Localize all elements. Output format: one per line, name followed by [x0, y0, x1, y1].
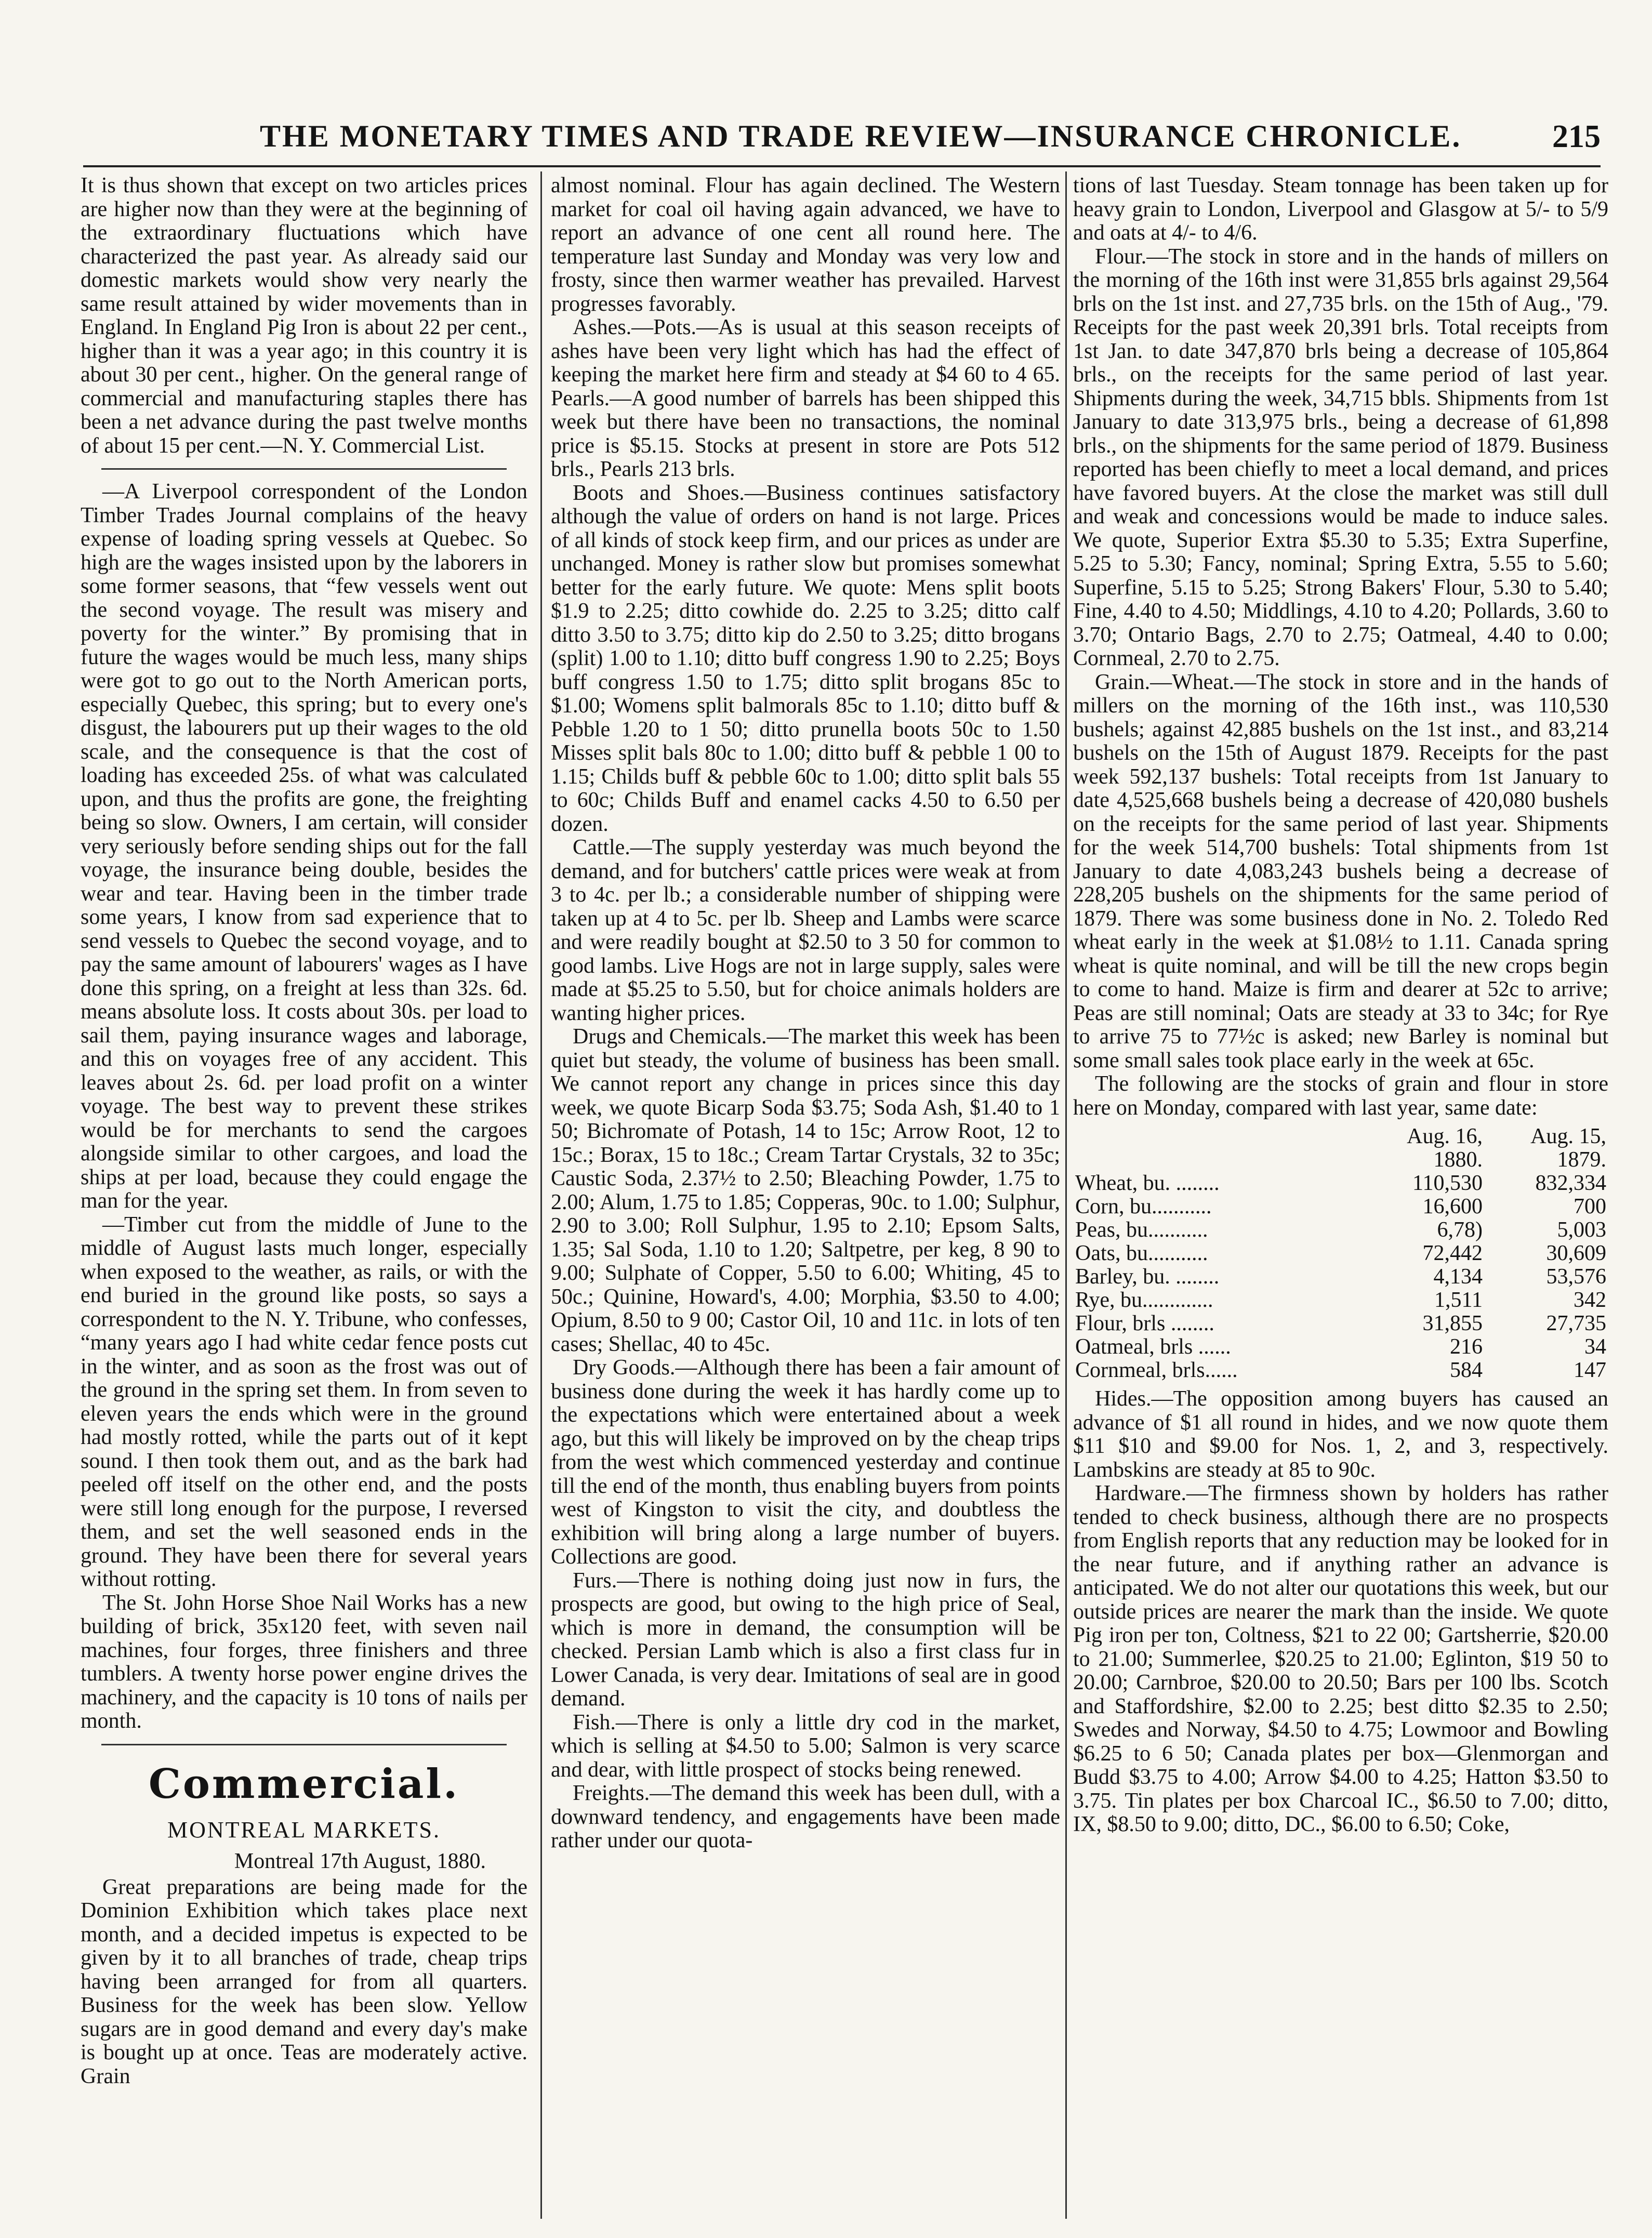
- table-row: [1073, 1312, 1608, 1335]
- table-body: [1073, 1172, 1608, 1382]
- table-row: [1073, 1289, 1608, 1312]
- market-flour: Flour.—The stock in store and in the hands of millers on the morning of the 16th inst were 31,855 brls against 29,564 brls on the 1st inst. and 27,735 brls. on the 15th of Aug., '79. Receipts for the past week 20,391 brls. Total receipts from 1st Jan. to date 347,870 brls being a decrease of 105,864 brls., on the receipts for the same period of last year. Shipments during the week, 34,715 bbls. Shipments from 1st January to date 313,975 brls., being a decrease of 61,898 brls., on the shipments for the same period of 1879. Business reported has been chiefly to meet a local demand, and prices have favored buyers. At the close the market was still dull and weak and concessions would be made to induce sales. We quote, Superior Extra $5.30 to 5.35; Extra Superfine, 5.25 to 5.30; Fancy, nominal; Spring Extra, 5.55 to 5.60; Superfine, 5.15 to 5.25; Strong Bakers' Flour, 5.30 to 5.40; Fine, 4.40 to 4.50; Middlings, 4.10 to 4.20; Pollards, 3.60 to 3.70; Ontario Bags, 2.70 to 2.75; Oatmeal, 4.40 to 0.00; Cornmeal, 2.70 to 2.75.: [1073, 244, 1608, 670]
- stock-1880-cell: 1,511: [1434, 1288, 1483, 1312]
- table-row: [1073, 1335, 1608, 1359]
- page-number: 215: [1552, 119, 1601, 154]
- table-row: [1073, 1242, 1608, 1265]
- commodity-cell: Wheat, bu. ........: [1075, 1171, 1220, 1195]
- stock-1880-cell: 16,600: [1422, 1195, 1483, 1219]
- stock-1879-cell: 832,334: [1535, 1171, 1606, 1195]
- table-header-cell: Aug. 15,: [1530, 1124, 1606, 1148]
- market-ashes: Ashes.—Pots.—As is usual at this season receipts of ashes have been very light which has had the effect of keeping the market here firm and steady at $4 60 to 4 65. Pearls.—A good number of barrels has been shipped this week but there have been no transactions, the nominal price is $5.15. Stocks at present in store are Pots 512 brls., Pearls 213 brls.: [551, 315, 1060, 481]
- montreal-markets-heading: MONTREAL MARKETS.: [167, 1817, 441, 1843]
- stock-1879-cell: 30,609: [1546, 1241, 1606, 1265]
- table-header-cell: Aug. 16,: [1407, 1124, 1483, 1148]
- stock-1880-cell: 4,134: [1433, 1265, 1483, 1289]
- article-montreal-intro: Great preparations are being made for the Dominion Exhibition which takes place next month, and a decided impetus is expected to be given by it to all branches of trade, cheap trips having been arranged for from all quarters. Business for the week has been slow. Yellow sugars are in good demand and every day's make is bought up at once. Teas are moderately active. Grain: [81, 1875, 527, 2088]
- table-header-row: [1073, 1125, 1608, 1148]
- stock-1880-cell: 110,530: [1412, 1171, 1483, 1195]
- market-hides: Hides.—The opposition among buyers has caused an advance of $1 all round in hides, and we now quote them $11 $10 and $9.00 for Nos. 1, 2, and 3, respectively. Lambskins are steady at 85 to 90c.: [1073, 1387, 1608, 1482]
- article-separator: [101, 1744, 507, 1745]
- stock-1879-cell: 34: [1584, 1335, 1606, 1359]
- commodity-cell: Barley, bu. ........: [1075, 1265, 1220, 1289]
- stock-1879-cell: 342: [1574, 1288, 1606, 1312]
- article-horse-shoe-nail-works: The St. John Horse Shoe Nail Works has a new building of brick, 35x120 feet, with seven nail machines, four forges, three finishers and three tumblers. A twenty horse power engine drives the machinery, and the capacity is 10 tons of nails per month.: [81, 1591, 527, 1733]
- commercial-heading: Commercial.: [148, 1760, 460, 1808]
- table-row: [1073, 1172, 1608, 1195]
- market-fish: Fish.—There is only a little dry cod in the market, which is selling at $4.50 to 5.00; Salmon is very scarce and dear, with little prospect of stocks being renewed.: [551, 1710, 1060, 1782]
- dateline: Montreal 17th August, 1880.: [234, 1849, 486, 1873]
- column-3: [1073, 174, 1608, 2227]
- market-dry-goods: Dry Goods.—Although there has been a fair amount of business done during the week it has hardly come up to the expectations which were entertained about a week ago, but this will likely be improved on by the cheap trips from the west which commenced yesterday and continue till the end of the month, thus enabling buyers from points west of Kingston to visit the city, and doubtless the exhibition will bring along a large number of buyers. Collections are good.: [551, 1356, 1060, 1569]
- market-grain: Grain.—Wheat.—The stock in store and in the hands of millers on the morning of the 16th inst., was 110,530 bushels; against 42,885 bushels on the 1st inst., and 83,214 bushels on the 15th of August 1879. Receipts for the past week 592,137 bushels: Total receipts from 1st January to date 4,525,668 bushels being a decrease of 420,080 bushels on the receipts for the same period of last year. Shipments for the week 514,700 bushels: Total shipments from 1st January to date 4,083,243 bushels being a decrease of 228,205 bushels on the shipments for the same period of 1879. There was some business done in No. 2. Toledo Red wheat early in the week at $1.08½ to 1.11. Canada spring wheat is quite nominal, and will be till the new crops begin to come to hand. Maize is firm and dearer at 52c to arrive; Peas are still nominal; Oats are steady at 33 to 34c; for Rye to arrive 75 to 77½c is asked; new Barley is nominal but some small sales took place early in the week at 65c.: [1073, 670, 1608, 1072]
- article-prices-paragraph: It is thus shown that except on two articles prices are higher now than they were at the beginning of the extraordinary fluctuations which have characterized the past year. As already said our domestic markets would show very nearly the same result attained by wider movements than in England. In England Pig Iron is about 22 per cent., higher than it was a year ago; in this country it is about 30 per cent., higher. On the general range of commercial and manufacturing staples there has been a net advance during the past twelve months of about 15 per cent.—N. Y. Commercial List.: [81, 174, 527, 458]
- commodity-cell: Flour, brls ........: [1075, 1312, 1214, 1335]
- stock-1880-cell: 31,855: [1422, 1312, 1483, 1335]
- publication-title: THE MONETARY TIMES AND TRADE REVIEW—INSURANCE CHRONICLE.: [260, 119, 1462, 153]
- header-rule: [83, 165, 1601, 167]
- market-freights-continued: tions of last Tuesday. Steam tonnage has been taken up for heavy grain to London, Liverpool and Glasgow at 5/- to 5/9 and oats at 4/- to 4/6.: [1073, 174, 1608, 245]
- stock-1879-cell: 5,003: [1557, 1218, 1606, 1242]
- commodity-cell: Corn, bu...........: [1075, 1195, 1212, 1219]
- table-row: [1073, 1265, 1608, 1289]
- table-header-cell: [1073, 1148, 1361, 1172]
- market-boots-and-shoes: Boots and Shoes.—Business continues satisfactory although the value of orders on hand is not large. Prices of all kinds of stock keep firm, and our prices as under are unchanged. Money is rather slow but promises somewhat better for the early future. We quote: Mens split boots $1.9 to 2.25; ditto cowhide do. 2.25 to 3.25; ditto calf ditto 3.50 to 3.75; ditto kip do 2.50 to 3.25; ditto brogans (split) 1.00 to 1.10; ditto buff congress 1.90 to 2.25; Boys buff congress 1.50 to 1.75; ditto split brogans 85c to $1.00; Womens split balmorals 85c to 1.10; ditto buff & Pebble 1.20 to 1 50; ditto prunella boots 50c to 1.50 Misses split bals 80c to 1.00; ditto buff & pebble 1 00 to 1.15; Childs buff & pebble 60c to 1.00; ditto split bals 55 to 60c; Childs Buff and enamel cacks 4.50 to 6.50 per dozen.: [551, 481, 1060, 836]
- market-intro-continued: almost nominal. Flour has again declined. The Western market for coal oil having again advanced, we have to report an advance of one cent all round here. The temperature last Sunday and Monday was very low and frosty, since then warmer weather has prevailed. Harvest progresses favorably.: [551, 174, 1060, 316]
- table-header-cell: 1880.: [1433, 1148, 1483, 1172]
- stock-1880-cell: 584: [1450, 1358, 1483, 1382]
- market-cattle: Cattle.—The supply yesterday was much beyond the demand, and for butchers' cattle prices were weak at from 3 to 4c. per lb.; a considerable number of shipping were taken up at 4 to 5c. per lb. Sheep and Lambs were scarce and were readily bought at $2.50 to 3 50 for common to good lambs. Live Hogs are not in large supply, sales were made at $5.25 to 5.50, but for choice animals holders are wanting higher prices.: [551, 836, 1060, 1025]
- article-separator: [101, 468, 507, 470]
- table-header-row: [1073, 1148, 1608, 1172]
- column-divider-1: [540, 171, 542, 2219]
- market-furs: Furs.—There is nothing doing just now in furs, the prospects are good, but owing to the high price of Seal, which is more in demand, the consumption will be checked. Persian Lamb which is also a first class fur in Lower Canada, is very dear. Imitations of seal are in good demand.: [551, 1568, 1060, 1711]
- page-header: [83, 118, 1601, 165]
- table-row: [1073, 1359, 1608, 1382]
- stock-1879-cell: 700: [1574, 1195, 1606, 1219]
- stock-1880-cell: 72,442: [1422, 1241, 1483, 1265]
- stock-1880-cell: 216: [1450, 1335, 1483, 1359]
- grain-stocks-table: [1073, 1125, 1608, 1382]
- column-divider-2: [1065, 171, 1067, 2219]
- column-1: [81, 174, 527, 2227]
- commodity-cell: Oats, bu...........: [1075, 1241, 1208, 1265]
- stock-1879-cell: 27,735: [1546, 1312, 1606, 1335]
- table-row: [1073, 1195, 1608, 1219]
- commodity-cell: Oatmeal, brls ......: [1075, 1335, 1231, 1359]
- column-2: [551, 174, 1060, 2227]
- stock-1879-cell: 53,576: [1546, 1265, 1606, 1289]
- commodity-cell: Cornmeal, brls......: [1075, 1358, 1238, 1382]
- stock-1880-cell: 6,78): [1437, 1218, 1483, 1242]
- market-freights: Freights.—The demand this week has been dull, with a downward tendency, and engagements have been made rather under our quota-: [551, 1781, 1060, 1852]
- stocks-intro: The following are the stocks of grain and flour in store here on Monday, compared with last year, same date:: [1073, 1072, 1608, 1120]
- market-drugs-and-chemicals: Drugs and Chemicals.—The market this week has been quiet but steady, the volume of business has been small. We cannot report any change in prices since this day week, we quote Bicarp Soda $3.75; Soda Ash, $1.40 to 1 50; Bichromate of Potash, 14 to 15c; Arrow Root, 12 to 15c.; Borax, 15 to 18c.; Cream Tartar Crystals, 32 to 35c; Caustic Soda, 2.37½ to 2.50; Bleaching Powder, 1.75 to 2.00; Alum, 1.75 to 1.85; Copperas, 90c. to 1.00; Sulphur, 2.90 to 3.00; Roll Sulphur, 1.95 to 2.10; Epsom Salts, 1.35; Sal Soda, 1.10 to 1.20; Saltpetre, per keg, 8 90 to 9.00; Sulphate of Copper, 5.50 to 6.00; Whiting, 45 to 50c.; Quinine, Howard's, 4.00; Morphia, $3.50 to 4.00; Opium, 8.50 to 9 00; Castor Oil, 10 and 11c. in lots of ten cases; Shellac, 40 to 45c.: [551, 1025, 1060, 1356]
- table-header-cell: 1879.: [1557, 1148, 1606, 1172]
- article-liverpool-timber: —A Liverpool correspondent of the London Timber Trades Journal complains of the heavy expense of loading spring vessels at Quebec. So high are the wages insisted upon by the laborers in some former seasons, that “few vessels went out the second voyage. The result was misery and poverty for the winter.” By promising that in future the wages would be much less, many ships were got to go out to the North American ports, especially Quebec, this spring; but to every one's disgust, the labourers put up their wages to the old scale, and the consequence is that the cost of loading has exceeded 25s. of what was calculated upon, and thus the profits are gone, the freighting being so slow. Owners, I am certain, will consider very seriously before sending ships out for the fall voyage, the insurance being double, besides the wear and tear. Having been in the timber trade some years, I know from sad experience that to send vessels to Quebec the second voyage, and to pay the same amount of labourers' wages as I have done this spring, on a freight at less than 32s. 6d. means absolute loss. It costs about 30s. per load to sail them, paying insurance wages and laborage, and this on voyages free of any accident. This leaves about 2s. 6d. per load profit on a winter voyage. The best way to prevent these strikes would be for merchants to send the cargoes alongside similar to other cargoes, and load the ships at per load, because they could engage the man for the year.: [81, 480, 527, 1213]
- commodity-cell: Peas, bu...........: [1075, 1218, 1208, 1242]
- table-row: [1073, 1219, 1608, 1242]
- table-header-cell: [1073, 1125, 1361, 1148]
- market-hardware: Hardware.—The firmness shown by holders has rather tended to check business, although there are no prospects from English reports that any reduction may be looked for in the near future, and if anything rather an advance is anticipated. We do not alter our quotations this week, but our outside prices are nearer the mark than the inside. We quote Pig iron per ton, Coltness, $21 to 22 00; Gartsherrie, $20.00 to 21.00; Summerlee, $20.25 to 21.00; Eglinton, $19 50 to 20.00; Carnbroe, $20.00 to 20.50; Bars per 100 lbs. Scotch and Staffordshire, $2.00 to 2.25; best ditto $2.35 to 2.50; Swedes and Norway, $4.50 to 4.75; Lowmoor and Bowling $6.25 to 6 50; Canada plates per box—Glenmorgan and Budd $3.75 to 4.00; Arrow $4.00 to 4.25; Hatton $3.50 to 3.75. Tin plates per box Charcoal IC., $6.50 to 7.00; ditto, IX, $8.50 to 9.00; ditto, DC., $6.00 to 6.50; Coke,: [1073, 1481, 1608, 1836]
- article-timber-cut: —Timber cut from the middle of June to the middle of August lasts much longer, especially when exposed to the weather, as rails, or with the end buried in the ground like posts, so says a correspondent to the N. Y. Tribune, who confesses, “many years ago I had white cedar fence posts cut in the winter, and as soon as the frost was out of the ground in the spring set them. In from seven to eleven years the ends which were in the ground had mostly rotted, while the parts out of it kept sound. I then took them out, and as the bark had peeled off itself on the other end, and the posts were still long enough for the purpose, I reversed them, and set the well seasoned ends in the ground. They have been there for several years without rotting.: [81, 1212, 527, 1591]
- commodity-cell: Rye, bu.............: [1075, 1288, 1213, 1312]
- stock-1879-cell: 147: [1574, 1358, 1606, 1382]
